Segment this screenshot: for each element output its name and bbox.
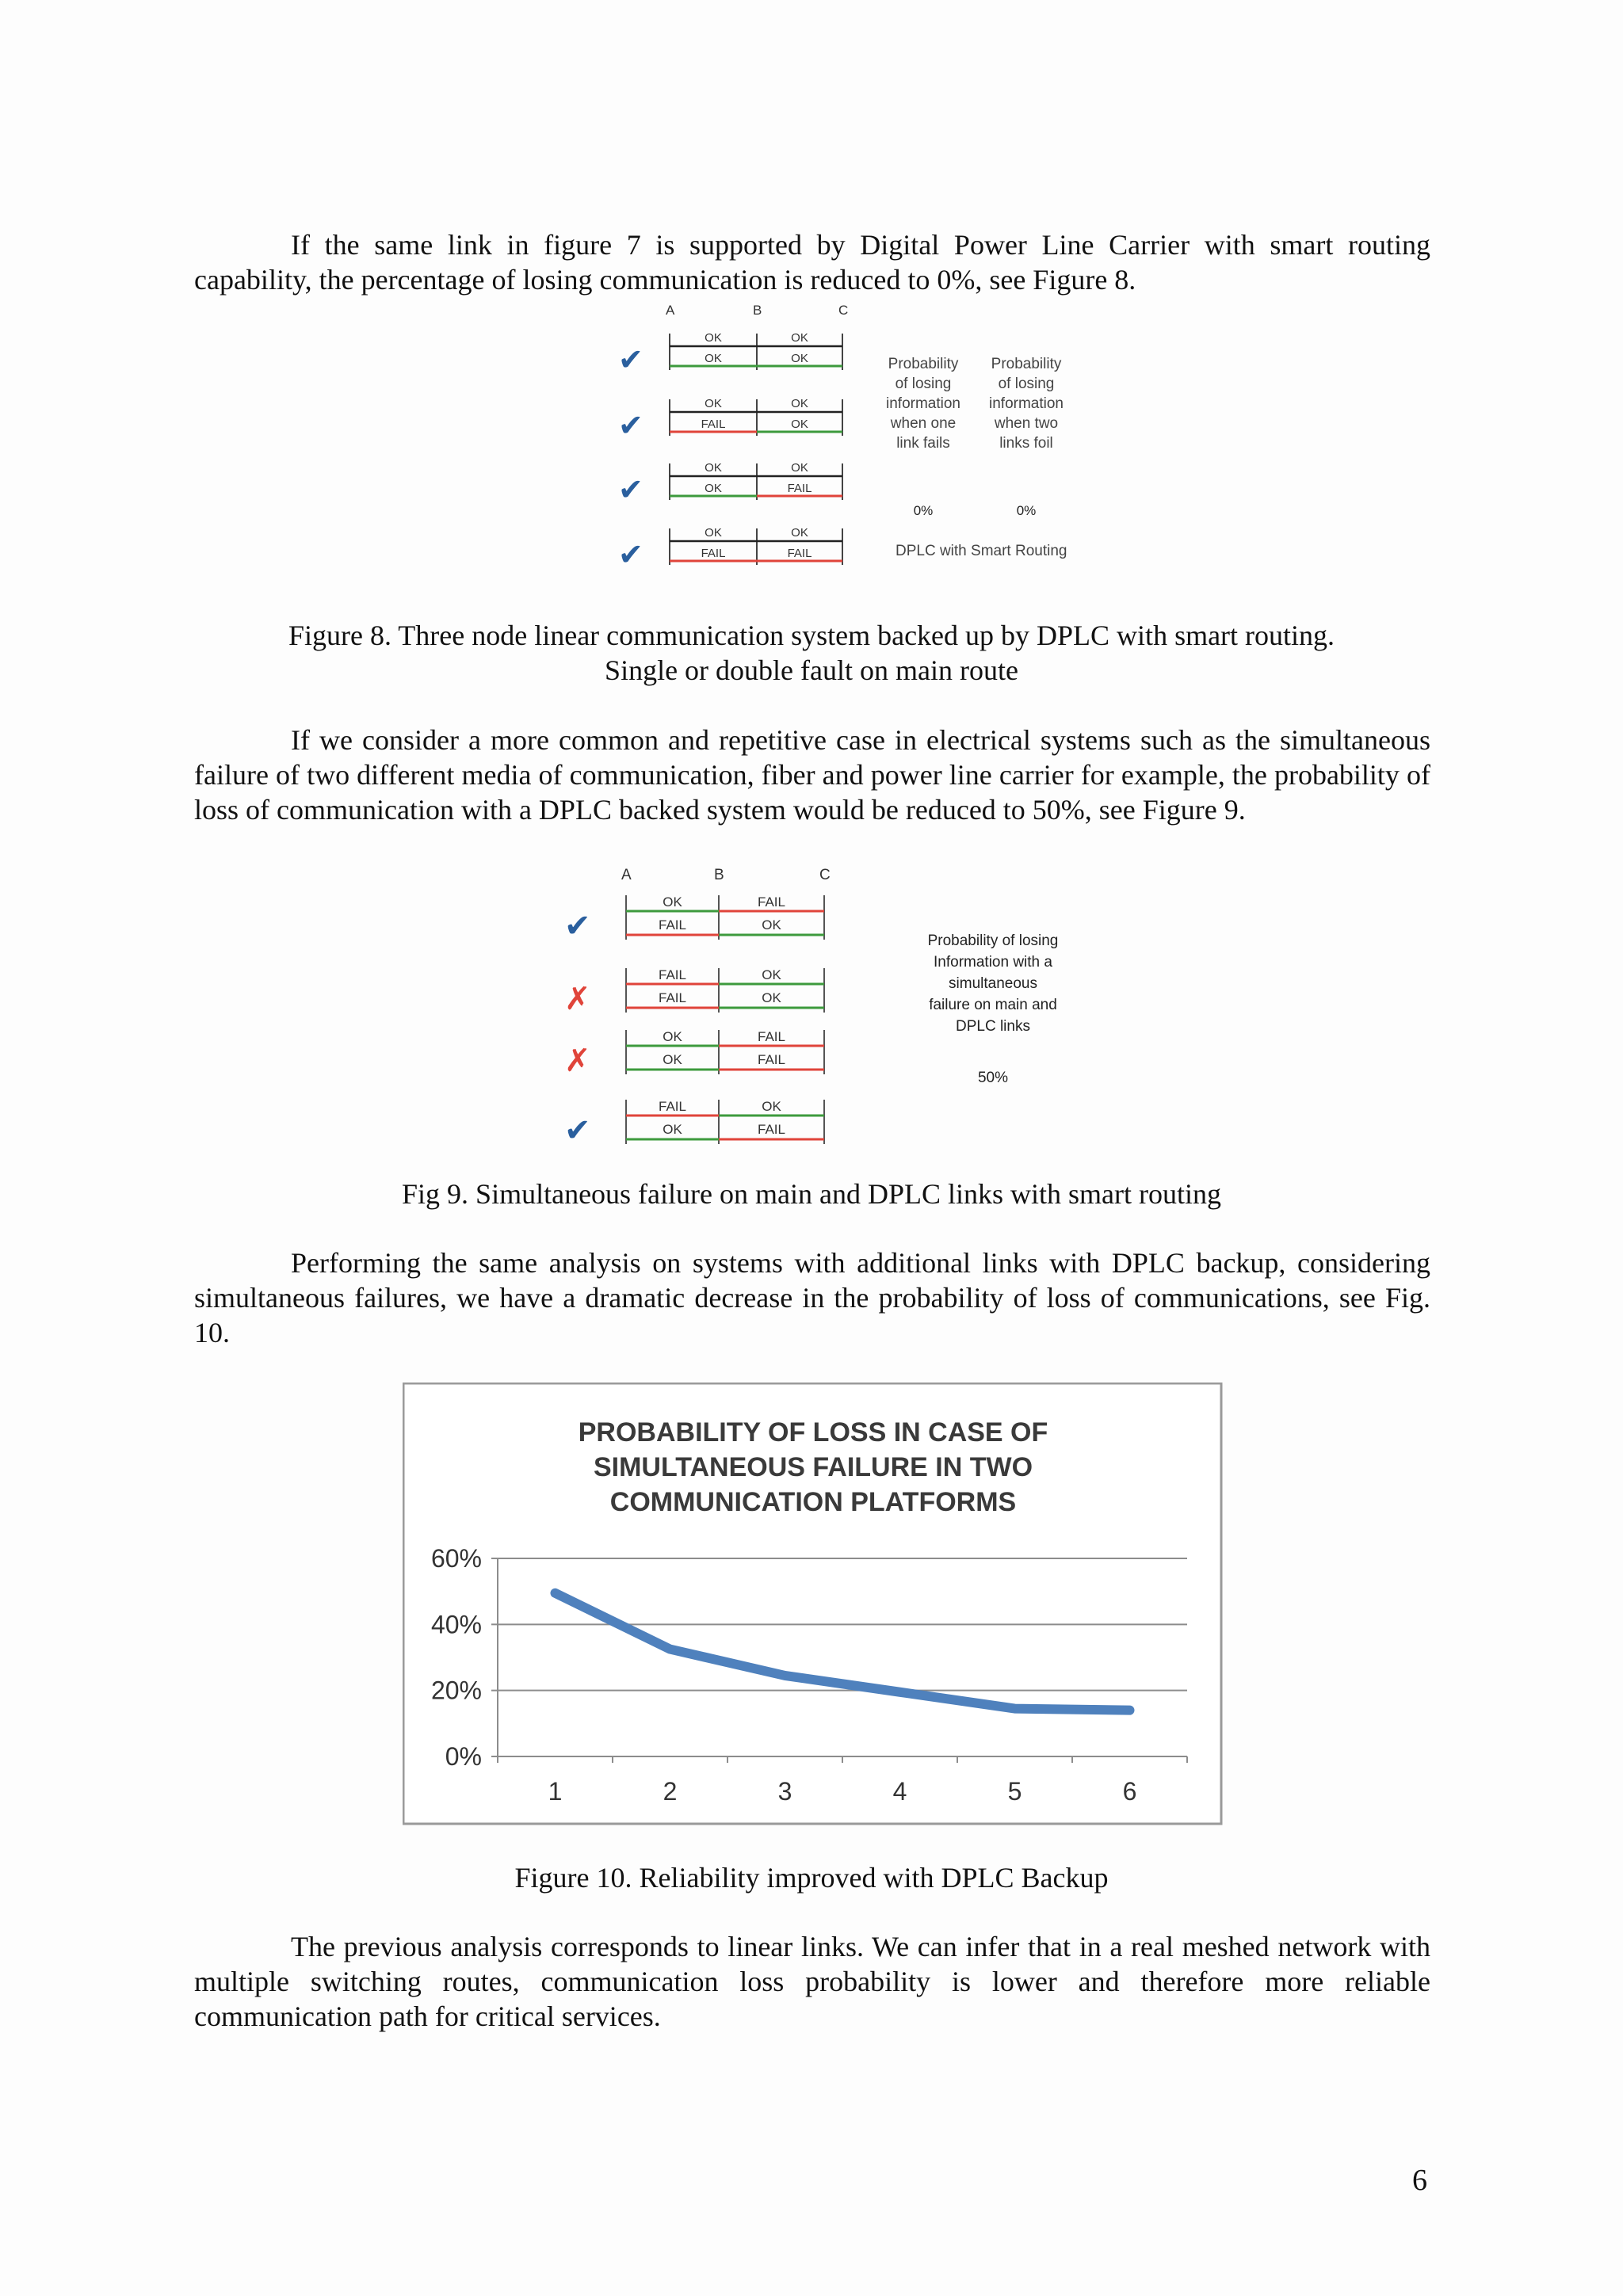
chart-data-point — [1128, 1709, 1132, 1712]
fig9-check-icon: ✔ — [564, 1113, 591, 1148]
fig9-cross-icon: ✗ — [564, 982, 591, 1016]
fig8-main-status: OK — [791, 461, 808, 475]
chart-title-line: COMMUNICATION PLATFORMS — [609, 1487, 1017, 1517]
fig9-main-status: FAIL — [758, 1029, 785, 1044]
chart-title-line: PROBABILITY OF LOSS IN CASE OF — [578, 1417, 1048, 1447]
fig8-col1-label: Probability — [888, 356, 959, 372]
fig9-value: 50% — [977, 1070, 1009, 1086]
fig9-label: Information with a — [934, 954, 1052, 971]
chart-xtick-label: 1 — [548, 1777, 563, 1806]
fig9-node-label: B — [714, 867, 724, 883]
fig9-dplc-status: OK — [663, 1122, 682, 1137]
chart-ytick-label: 20% — [430, 1676, 482, 1705]
figure-10-caption: Figure 10. Reliability improved with DPLC Backup — [514, 1862, 1109, 1894]
figure-10-chart — [403, 1383, 1224, 1826]
fig8-dplc-status: OK — [705, 352, 722, 365]
chart-ytick-label: 40% — [430, 1610, 482, 1639]
fig9-node-label: C — [819, 867, 831, 883]
fig9-main-status: FAIL — [758, 894, 785, 910]
figure-8-caption-line2: Single or double fault on main route — [605, 654, 1018, 686]
chart-data-point — [784, 1674, 787, 1677]
fig8-footer: DPLC with Smart Routing — [896, 543, 1067, 559]
fig9-label: DPLC links — [956, 1018, 1030, 1035]
chart-title-line: SIMULTANEOUS FAILURE IN TWO — [593, 1452, 1033, 1482]
fig9-label: failure on main and — [929, 997, 1057, 1013]
fig9-main-status: OK — [663, 1029, 682, 1044]
figure-9-diagram — [555, 862, 1125, 1171]
paragraph-1: If the same link in figure 7 is supported by Digital Power Line Carrier with smart routing capability, the percentage of losing communication is reduced to 0%, see Figure 8. — [194, 229, 1430, 296]
figure-9-caption: Fig 9. Simultaneous failure on main and DPLC links with smart routing — [402, 1178, 1221, 1210]
fig9-dplc-status: OK — [762, 917, 781, 933]
paragraph-2: If we consider a more common and repetitive case in electrical systems such as the simultaneous failure of two different media of communication, fiber and power line carrier for example, the probability of loss of communication with a DPLC backed system would be reduced to 50%, see Figure 9. — [194, 724, 1430, 826]
fig8-col1-label: when one — [890, 415, 957, 432]
fig8-col1-label: link fails — [896, 435, 950, 452]
fig8-dplc-status: OK — [791, 418, 808, 431]
chart-xtick-label: 5 — [1007, 1777, 1022, 1806]
paragraph-4: The previous analysis corresponds to linear links. We can infer that in a real meshed network with multiple switching routes, communication loss probability is lower and therefore more reliable communication path for critical services. — [194, 1931, 1430, 2032]
fig8-dplc-status: FAIL — [701, 418, 726, 431]
fig9-main-status: FAIL — [659, 1099, 686, 1114]
chart-xtick-label: 6 — [1122, 1777, 1137, 1806]
fig8-col2-label: information — [989, 395, 1064, 412]
fig8-col2-label: links foil — [999, 435, 1053, 452]
fig8-dplc-status: FAIL — [701, 547, 726, 560]
fig8-col2-label: Probability — [991, 356, 1062, 372]
chart-data-point — [1014, 1707, 1017, 1711]
figure-8-diagram — [618, 297, 1094, 582]
fig9-check-icon: ✔ — [564, 909, 591, 944]
fig8-main-status: OK — [705, 397, 722, 410]
fig9-main-status: FAIL — [659, 967, 686, 982]
fig9-label: simultaneous — [949, 975, 1037, 992]
fig8-dplc-status: OK — [705, 482, 722, 495]
fig8-dplc-status: FAIL — [787, 482, 812, 495]
chart-data-point — [899, 1691, 902, 1694]
fig9-cross-icon: ✗ — [564, 1043, 591, 1078]
chart-data-point — [554, 1592, 557, 1595]
fig9-main-status: OK — [762, 1099, 781, 1114]
fig8-col1-label: of losing — [895, 376, 952, 392]
fig9-node-label: A — [621, 867, 632, 883]
fig8-main-status: OK — [705, 331, 722, 345]
fig8-node-label: C — [838, 303, 849, 318]
chart-xtick-label: 4 — [892, 1777, 907, 1806]
chart-data-point — [669, 1648, 672, 1651]
chart-xtick-label: 2 — [663, 1777, 678, 1806]
fig8-dplc-status: FAIL — [787, 547, 812, 560]
fig8-col1-value: 0% — [913, 503, 934, 518]
fig9-dplc-status: FAIL — [659, 917, 686, 933]
fig8-check-icon: ✔ — [618, 474, 643, 507]
fig8-dplc-status: OK — [791, 352, 808, 365]
fig8-col2-label: when two — [994, 415, 1059, 432]
fig9-dplc-status: FAIL — [659, 990, 686, 1005]
fig9-dplc-status: OK — [663, 1052, 682, 1067]
fig8-main-status: OK — [705, 526, 722, 540]
fig8-check-icon: ✔ — [618, 410, 643, 443]
fig8-main-status: OK — [705, 461, 722, 475]
fig8-node-label: A — [666, 303, 675, 318]
chart-ytick-label: 0% — [445, 1742, 482, 1771]
fig8-node-label: B — [753, 303, 762, 318]
fig9-main-status: OK — [762, 967, 781, 982]
fig9-dplc-status: OK — [762, 990, 781, 1005]
figure-8-caption-line1: Figure 8. Three node linear communication system backed up by DPLC with smart routing. — [288, 620, 1335, 651]
fig9-main-status: OK — [663, 894, 682, 910]
fig8-main-status: OK — [791, 397, 808, 410]
fig8-col2-value: 0% — [1016, 503, 1037, 518]
chart-frame — [403, 1383, 1221, 1824]
fig8-check-icon: ✔ — [618, 539, 643, 572]
chart-ytick-label: 60% — [430, 1544, 482, 1573]
fig8-main-status: OK — [791, 331, 808, 345]
fig8-col2-label: of losing — [998, 376, 1055, 392]
fig8-main-status: OK — [791, 526, 808, 540]
fig9-label: Probability of losing — [927, 933, 1059, 949]
page-number: 6 — [1412, 2164, 1427, 2197]
chart-xtick-label: 3 — [777, 1777, 792, 1806]
fig8-col1-label: information — [886, 395, 960, 412]
paragraph-3: Performing the same analysis on systems with additional links with DPLC backup, considering simultaneous failures, we have a dramatic decrease in the probability of loss of communications, see Fig. 10. — [194, 1247, 1430, 1348]
fig9-dplc-status: FAIL — [758, 1052, 785, 1067]
fig8-check-icon: ✔ — [618, 344, 643, 377]
fig9-dplc-status: FAIL — [758, 1122, 785, 1137]
